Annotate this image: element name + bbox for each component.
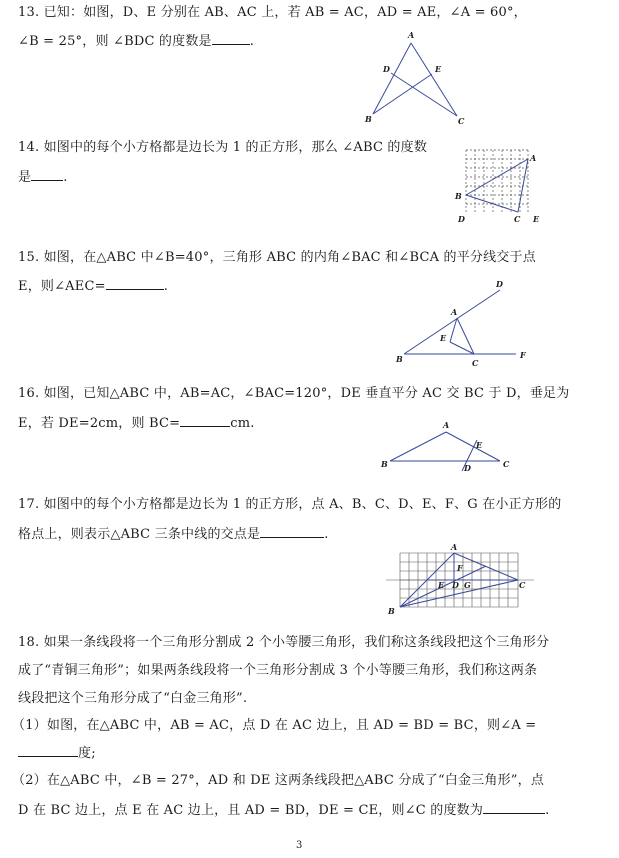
q18-part1-line1: （1）如图，在△ABC 中，AB = AC，点 D 在 AC 边上，且 AD = BD = BC，则∠A = [12, 718, 537, 733]
q13-label-d: D [383, 64, 390, 74]
q16-label-d: D [464, 463, 471, 473]
q16-line2-end: cm. [230, 416, 255, 431]
q14-line2-end: . [63, 170, 68, 185]
q15-label-f: F [520, 350, 526, 360]
q16-line1: 16. 如图，已知△ABC 中，AB=AC，∠BAC=120°，DE 垂直平分 AC 交 BC 于 D，垂足为 [18, 386, 570, 401]
q17-label-e: E [438, 580, 445, 590]
q13-label-c: C [458, 116, 465, 126]
q18-part2-line2 [18, 800, 549, 820]
q15-line1: 15. 如图，在△ABC 中∠B=40°，三角形 ABC 的内角∠BAC 和∠BCA 的平分线交于点 [18, 250, 536, 265]
q15-label-d: D [496, 279, 503, 289]
q18-part2-answer-blank[interactable] [483, 800, 545, 814]
q18-line2: 成了“青铜三角形”；如果两条线段将一个三角形分割成 3 个小等腰三角形，我们称这两条 [18, 663, 538, 678]
q18-part1-line2 [18, 743, 96, 763]
q13-line2-text: ∠B = 25°，则 ∠BDC 的度数是 [18, 34, 212, 49]
q16-label-a: A [443, 420, 450, 430]
q13-label-a: A [408, 30, 415, 40]
q13-label-b: B [365, 114, 372, 124]
q16-label-e: E [476, 440, 483, 450]
q13-label-e: E [435, 64, 442, 74]
q17-line2-text: 格点上，则表示△ABC 三条中线的交点是 [18, 527, 261, 542]
q17-label-f: F [457, 563, 463, 573]
q14-line2-text: 是 [18, 170, 32, 185]
q18-part2-line1: （2）在△ABC 中，∠B = 27°，AD 和 DE 这两条线段把△ABC 分成了“白金三角形”，点 [12, 773, 545, 788]
q17-label-c: C [519, 580, 526, 590]
q15-label-b: B [396, 354, 403, 364]
q17-label-d: D [452, 580, 459, 590]
q17-line1: 17. 如图中的每个小方格都是边长为 1 的正方形，点 A、B、C、D、E、F、G 在小正方形的 [18, 497, 562, 512]
q17-label-g: G [464, 580, 471, 590]
q13-line1: 13. 已知：如图，D、E 分别在 AB、AC 上，若 AB = AC，AD = AE，∠A = 60°， [18, 5, 527, 20]
q17-line2-end: . [324, 527, 329, 542]
q18-part2-line2-end: . [545, 803, 550, 818]
q15-line2-end: . [163, 279, 169, 294]
q14-label-c: C [514, 214, 521, 224]
q15-label-a: A [451, 307, 458, 317]
q15-label-e: E [440, 333, 447, 343]
q15-label-c: C [472, 358, 479, 368]
q18-line1: 18. 如果一条线段将一个三角形分割成 2 个小等腰三角形，我们称这条线段把这个三角形分 [18, 635, 550, 650]
q18-line3: 线段把这个三角形分成了“白金三角形”. [18, 691, 248, 706]
q18-part1-answer-blank[interactable] [18, 743, 78, 757]
q16-line2-text: E，若 DE=2cm，则 BC= [18, 416, 181, 431]
q17-label-a: A [451, 542, 458, 552]
q13-line2-end: . [249, 34, 255, 49]
q14-line1: 14. 如图中的每个小方格都是边长为 1 的正方形，那么 ∠ABC 的度数 [18, 140, 428, 155]
q16-label-c: C [503, 459, 510, 469]
q18-part2-line2-text: D 在 BC 边上，点 E 在 AC 边上，且 AD = BD，DE = CE，则∠C 的度数为 [18, 803, 484, 818]
q14-label-d: D [458, 214, 465, 224]
q18-part1-line2-end: 度; [78, 746, 96, 761]
q16-label-b: B [381, 459, 388, 469]
page-number: 3 [296, 840, 303, 851]
q15-line2-text: E，则∠AEC= [18, 279, 106, 294]
q14-label-a: A [530, 153, 537, 163]
q17-label-b: B [388, 606, 395, 616]
q14-label-e: E [533, 214, 540, 224]
q14-label-b: B [455, 191, 462, 201]
